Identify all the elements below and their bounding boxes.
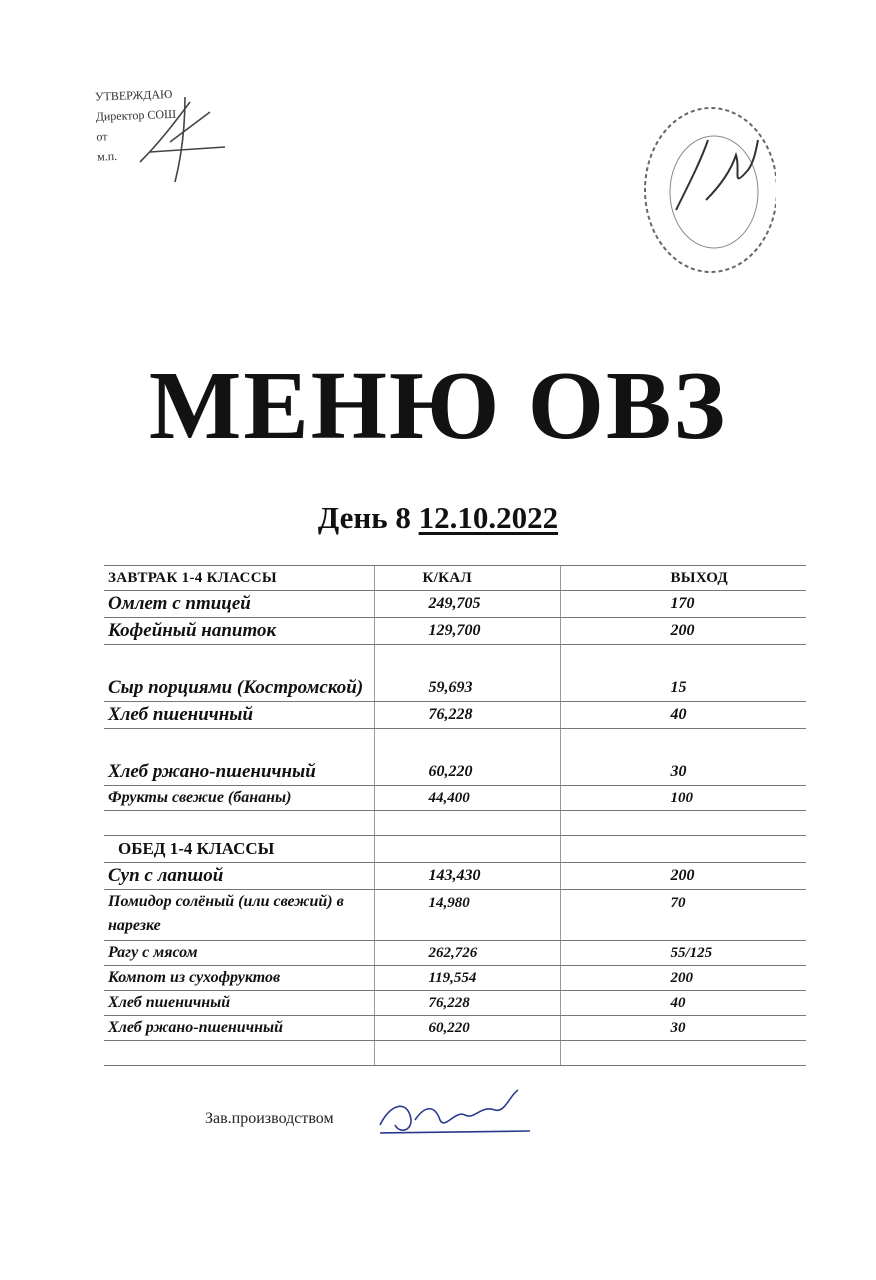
dish-yield: 100 — [560, 786, 806, 811]
day-date: 12.10.2022 — [418, 500, 559, 535]
table-row — [104, 890, 806, 941]
dish-yield: 70 — [560, 890, 806, 941]
approval-line-3: от — [96, 129, 108, 144]
dish-name: Омлет с птицей — [104, 591, 374, 618]
table-row — [104, 863, 806, 890]
dish-kcal: 119,554 — [374, 966, 560, 991]
approval-line-2: Директор СОШ — [95, 106, 177, 124]
production-manager-label: Зав.производством — [205, 1110, 334, 1127]
dish-yield: 55/125 — [560, 941, 806, 966]
table-row — [104, 941, 806, 966]
director-signature — [130, 82, 240, 192]
dish-yield: 15 — [560, 645, 806, 702]
breakfast-header-row — [104, 566, 806, 591]
table-row — [104, 1016, 806, 1041]
approval-line-1: УТВЕРЖДАЮ — [94, 86, 173, 104]
day-heading — [0, 500, 876, 536]
page-title: МЕНЮ ОВЗ — [148, 352, 728, 460]
table-row — [104, 966, 806, 991]
dish-yield: 170 — [560, 591, 806, 618]
dish-name: Помидор солёный (или свежий) в нарезке — [104, 890, 374, 941]
dish-kcal: 76,228 — [374, 991, 560, 1016]
table-row — [104, 729, 806, 786]
approval-line-4: м.п. — [96, 148, 118, 164]
table-row — [104, 786, 806, 811]
dish-name: Рагу с мясом — [104, 941, 374, 966]
lunch-header-name: ОБЕД 1-4 КЛАССЫ — [104, 836, 374, 863]
dish-yield: 200 — [560, 863, 806, 890]
table-row — [104, 618, 806, 645]
dish-kcal: 249,705 — [374, 591, 560, 618]
dish-kcal: 44,400 — [374, 786, 560, 811]
table-row — [104, 702, 806, 729]
dish-name: Кофейный напиток — [104, 618, 374, 645]
empty-row — [104, 811, 806, 836]
dish-kcal: 14,980 — [374, 890, 560, 941]
stamp-seal — [636, 100, 776, 275]
dish-kcal: 262,726 — [374, 941, 560, 966]
dish-kcal: 129,700 — [374, 618, 560, 645]
dish-yield: 30 — [560, 1016, 806, 1041]
dish-name: Хлеб ржано-пшеничный — [104, 729, 374, 786]
breakfast-header-name: ЗАВТРАК 1-4 КЛАССЫ — [104, 566, 374, 591]
dish-kcal: 76,228 — [374, 702, 560, 729]
dish-name: Хлеб ржано-пшеничный — [104, 1016, 374, 1041]
manager-signature — [370, 1085, 540, 1145]
dish-kcal: 59,693 — [374, 645, 560, 702]
table-row — [104, 645, 806, 702]
dish-name: Сыр порциями (Костромской) — [104, 645, 374, 702]
dish-name: Хлеб пшеничный — [104, 991, 374, 1016]
day-label: День 8 — [317, 500, 411, 535]
dish-yield: 40 — [560, 702, 806, 729]
dish-name: Компот из сухофруктов — [104, 966, 374, 991]
dish-kcal: 60,220 — [374, 1016, 560, 1041]
dish-name: Суп с лапшой — [104, 863, 374, 890]
table-row — [104, 591, 806, 618]
dish-name: Фрукты свежие (бананы) — [104, 786, 374, 811]
lunch-header-row — [104, 836, 806, 863]
menu-table — [104, 565, 806, 1066]
header-kcal: К/КАЛ — [374, 566, 560, 591]
dish-name: Хлеб пшеничный — [104, 702, 374, 729]
dish-kcal: 60,220 — [374, 729, 560, 786]
table-row — [104, 991, 806, 1016]
dish-yield: 200 — [560, 618, 806, 645]
empty-row — [104, 1041, 806, 1066]
dish-yield: 30 — [560, 729, 806, 786]
dish-yield: 200 — [560, 966, 806, 991]
header-yield: ВЫХОД — [560, 566, 806, 591]
dish-yield: 40 — [560, 991, 806, 1016]
dish-kcal: 143,430 — [374, 863, 560, 890]
